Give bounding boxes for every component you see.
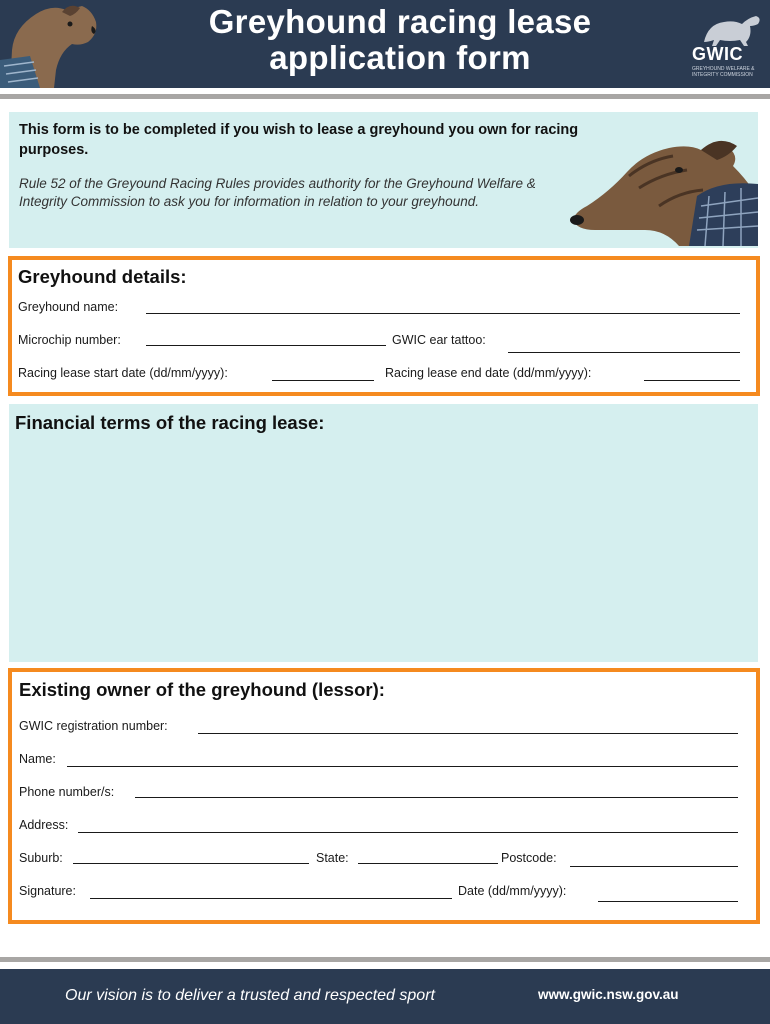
website-link[interactable]: www.gwic.nsw.gov.au (538, 987, 679, 1002)
lease-end-date-field[interactable] (644, 380, 740, 381)
lease-start-date-field[interactable] (272, 380, 374, 381)
phone-field[interactable] (135, 797, 738, 798)
lessor-title: Existing owner of the greyhound (lessor): (19, 679, 385, 700)
ear-tattoo-field[interactable] (508, 352, 740, 353)
greyhound-details-title: Greyhound details: (18, 266, 187, 287)
date-label: Date (dd/mm/yyyy): (458, 884, 567, 898)
divider-bar-top (0, 94, 770, 99)
vision-statement: Our vision is to deliver a trusted and respected sport (65, 987, 435, 1004)
microchip-number-label: Microchip number: (18, 333, 121, 347)
lease-start-date-label: Racing lease start date (dd/mm/yyyy): (18, 366, 228, 380)
greyhound-photo-icon (0, 0, 100, 88)
logo-text: GWIC (692, 44, 743, 64)
divider-bar-bottom (0, 957, 770, 962)
title-line-1: Greyhound racing lease (208, 3, 592, 40)
gwic-registration-label: GWIC registration number: (19, 719, 168, 733)
lessor-name-field[interactable] (67, 766, 738, 767)
footer-banner (0, 969, 770, 1024)
intro-instructions: This form is to be completed if you wish to lease a greyhound you own for racing purposes. (19, 122, 579, 158)
postcode-field[interactable] (570, 866, 738, 867)
signature-label: Signature: (19, 884, 76, 898)
suburb-label: Suburb: (19, 851, 63, 865)
suburb-field[interactable] (73, 863, 309, 864)
logo-subtext: GREYHOUND WELFARE & INTEGRITY COMMISSION (692, 66, 755, 78)
greyhound-name-label: Greyhound name: (18, 300, 119, 314)
phone-label: Phone number/s: (19, 785, 115, 799)
address-label: Address: (19, 818, 69, 832)
ear-tattoo-label: GWIC ear tattoo: (392, 333, 486, 347)
lessor-name-label: Name: (19, 752, 56, 766)
date-field[interactable] (598, 901, 738, 902)
page-title (140, 4, 660, 76)
lessor-section (8, 668, 760, 924)
financial-terms-title: Financial terms of the racing lease: (15, 412, 325, 433)
lease-end-date-label: Racing lease end date (dd/mm/yyyy): (385, 366, 592, 380)
signature-field[interactable] (90, 898, 452, 899)
header-banner (0, 0, 770, 88)
microchip-number-field[interactable] (146, 345, 386, 346)
address-field[interactable] (78, 832, 738, 833)
intro-box (9, 112, 758, 248)
state-field[interactable] (358, 863, 498, 864)
greyhound-details-section (8, 256, 760, 396)
financial-terms-section[interactable] (9, 404, 758, 662)
greyhound-name-field[interactable] (146, 313, 740, 314)
gwic-registration-field[interactable] (198, 733, 738, 734)
postcode-label: Postcode: (501, 851, 557, 865)
state-label: State: (316, 851, 349, 865)
intro-rule-note: Rule 52 of the Greyound Racing Rules provides authority for the Greyhound Welfare & Integrity Commission to ask you for information in relation to your greyhound. (19, 176, 536, 209)
title-line-2: application form (269, 39, 531, 76)
greyhound-portrait-icon (569, 126, 758, 246)
